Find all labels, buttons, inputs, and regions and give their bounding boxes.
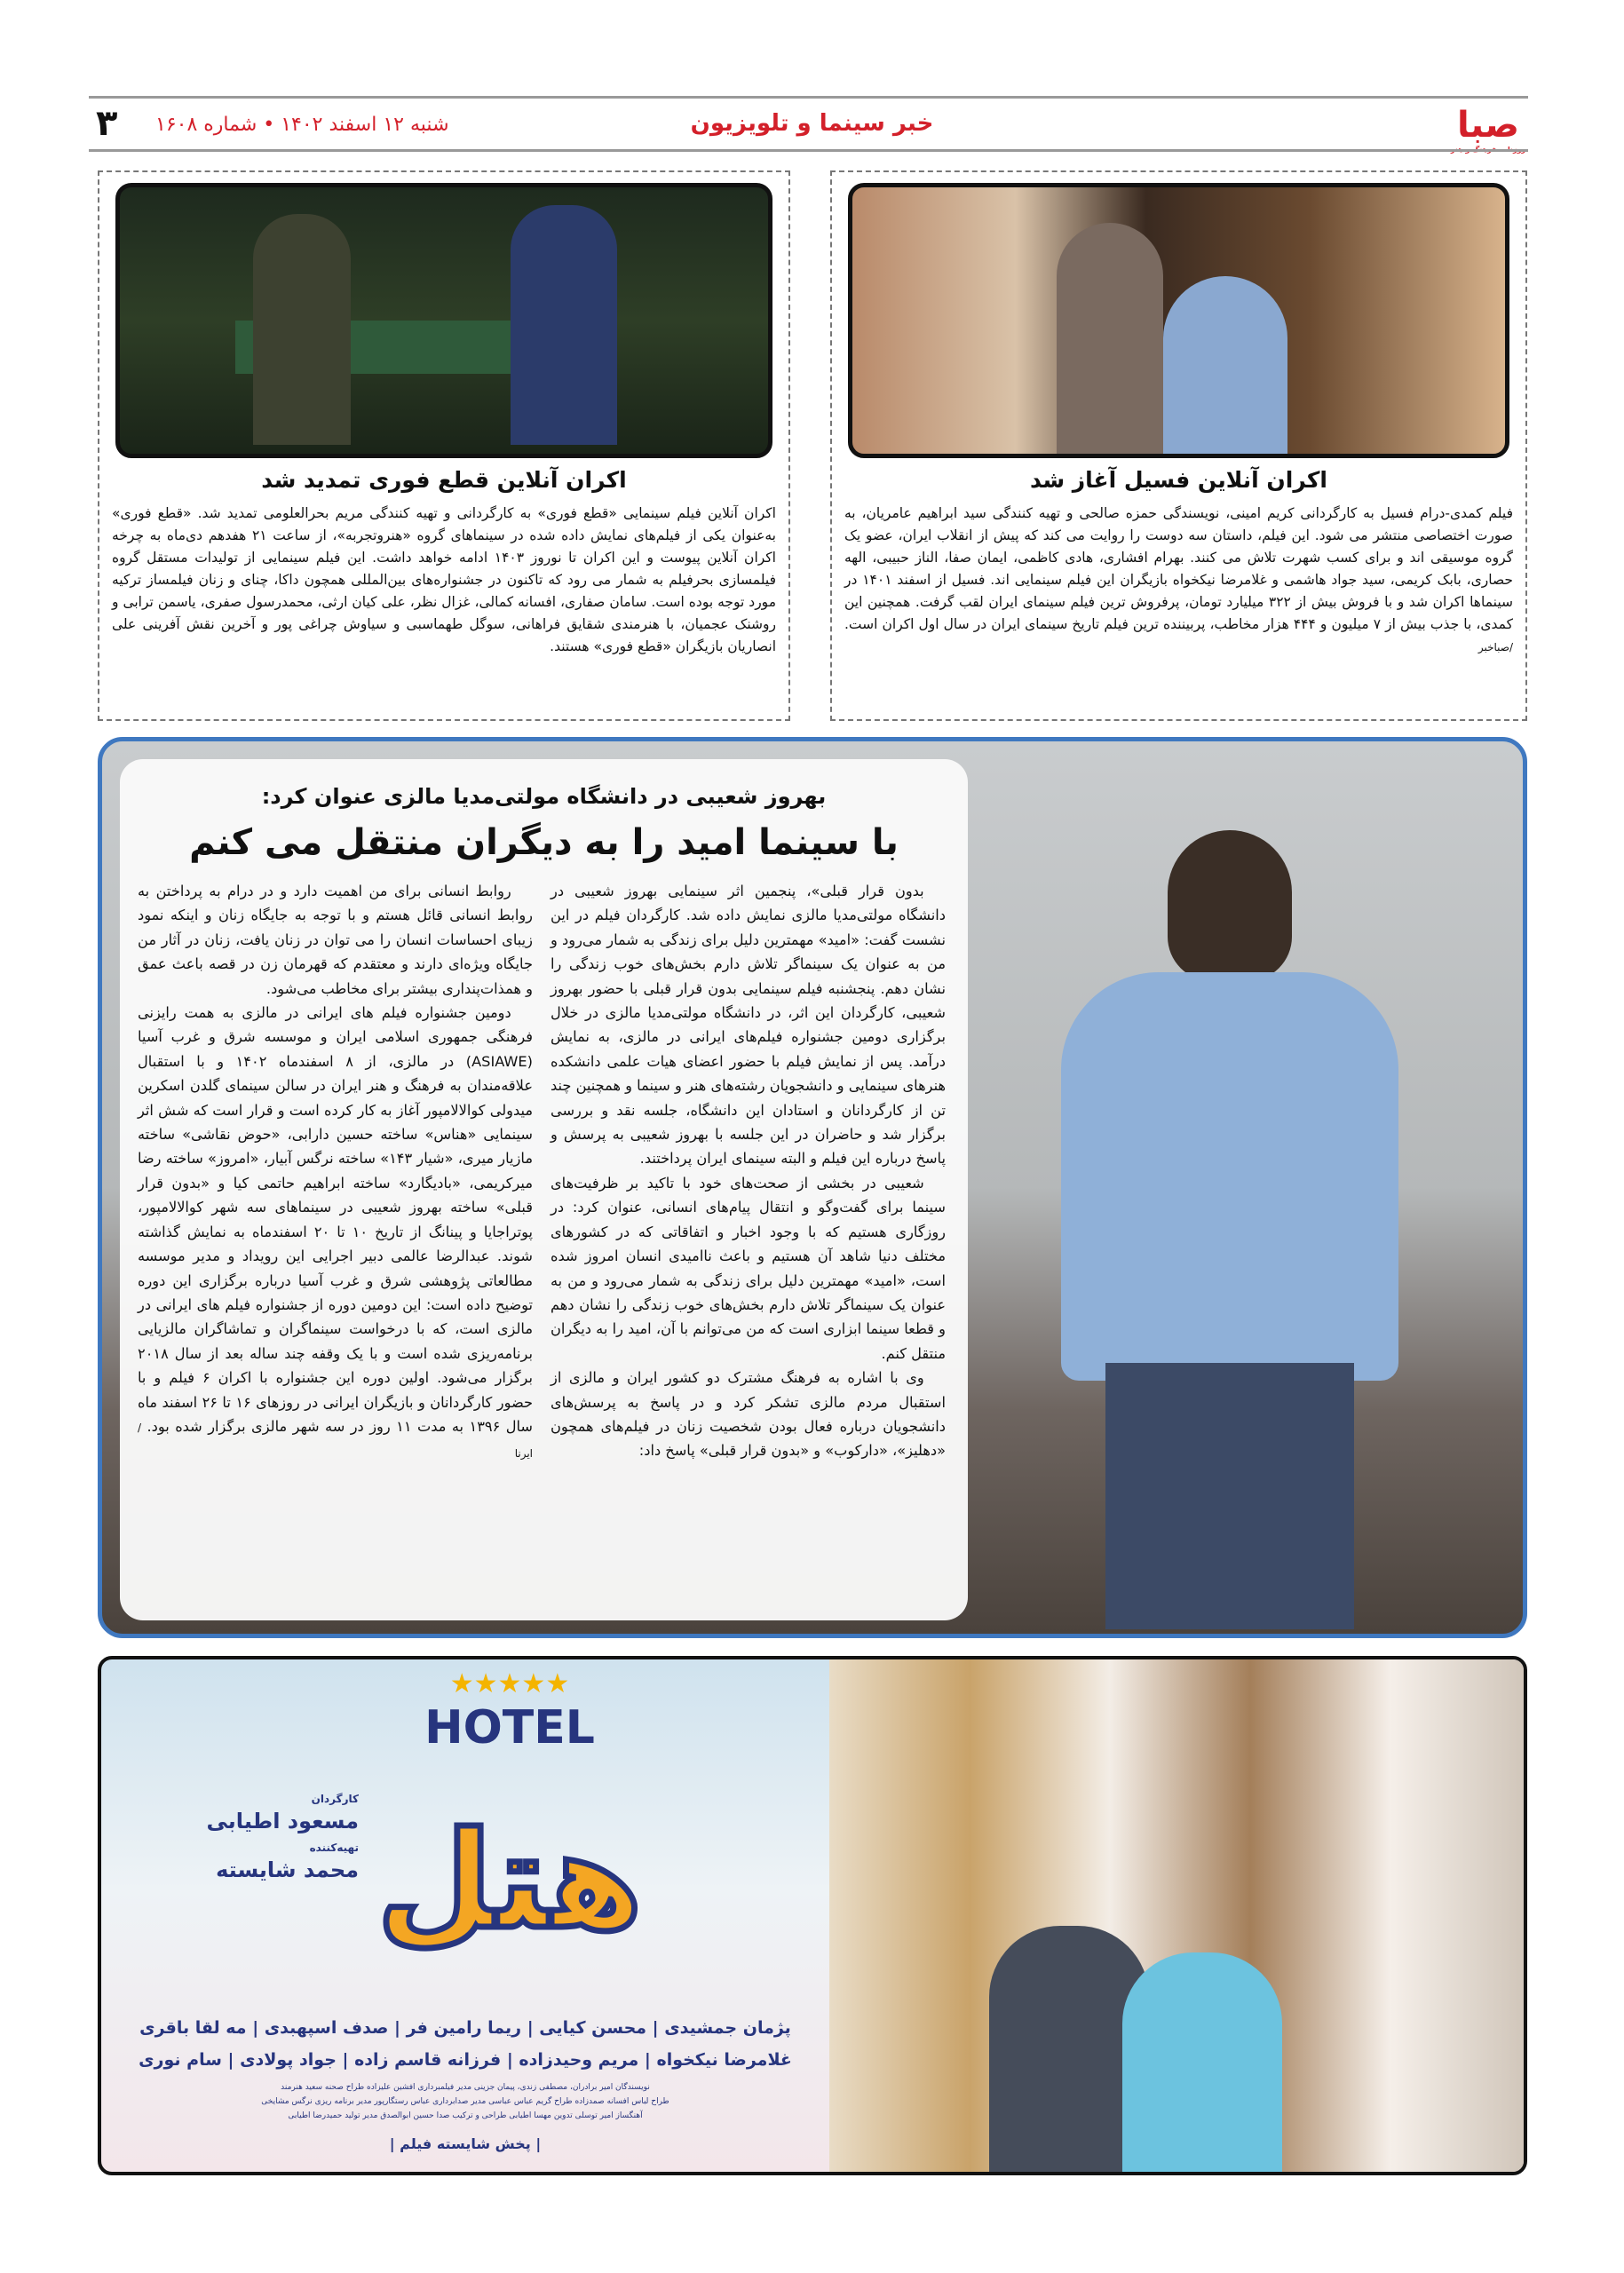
section-title: خبر سینما و تلویزیون (690, 110, 934, 137)
article-title: اکران آنلاین فسیل آغاز شد (1030, 467, 1327, 493)
article-ghate-fori (98, 170, 790, 721)
paragraph: بدون قرار قبلی»، پنجمین اثر سینمایی بهروز شعیبی در دانشگاه مولتی‌مدیا مالزی نمایش داده شد. کارگردان فیلم در این نشست گفت: «امید» مهمترین دلیل برای زندگی به شمار می‌رود و من به عنوان یک سینماگر تلاش دارم بخش‌های خوب زندگی را نشان دهم. پنجشنبه فیلم سینمایی بدون قرار قبلی با حضور بهروز شعیبی، کارگردان این اثر، در دانشگاه مولتی‌مدیا مالزی در خلال برگزاری دومین جشنواره فیلم‌های ایرانی در مالزی، به نمایش درآمد. پس از نمایش فیلم با حضور اعضای هیات علمی دانشکده هنرهای سینمایی و دانشجویان رشته‌های هنر و سینما و همچنین چند تن از کارگردانان و استادان این دانشگاه، جلسه نقد و بررسی برگزار شد و حاضران در این جلسه با بهروز شعیبی به پرسش و پاسخ درباره این فیلم و البته سینمای ایران پرداختند. (551, 883, 946, 1168)
article-text-panel (120, 759, 968, 1620)
paragraph: شعیبی در بخشی از صحت‌های خود با تاکید بر ظرفیت‌های سینما برای گفت‌وگو و انتقال پیام‌های انسانی، عنوان کرد: در روزگاری هستیم که با وجود اخبار و اتفاقاتی که در کشورهای مختلف دنیا شاهد آن هستیم و باعث ناامیدی انسان امروز شده است، «امید» مهمترین دلیل برای زندگی به شمار می‌رود و من به عنوان یک سینماگر تلاش دارم بخش‌های خوب زندگی را نشان دهم و قطعا سینما ابزاری است که من می‌توانم با آن، امید را به دیگران منتقل کنم. (551, 1174, 946, 1362)
crew-line-2: طراح لباس افسانه صمدزاده طراح گریم عباس عباسی مدیر صدابرداری عباس رستگارپور مدیر برنامه ریزی نرگس مشایخی (261, 2097, 669, 2106)
top-rule (89, 96, 1528, 99)
director-name: مسعود اطیابی (206, 1809, 359, 1833)
feature-article (98, 737, 1527, 1638)
fossil-photo (848, 183, 1509, 458)
producer-name: محمد شایسته (216, 1857, 359, 1882)
page-number: ۳ (96, 103, 118, 144)
cast-line-1: پژمان جمشیدی | محسن کیایی | ریما رامین فر | صدف اسپهبدی | مه لقا باقری (139, 2018, 791, 2038)
article-kicker: بهروز شعیبی در دانشگاه مولتی‌مدیا مالزی عنوان کرد: (261, 784, 827, 809)
cast-line-2: غلامرضا نیکخواه | مریم وحیدزاده | فرزانه قاسم زاده | جواد پولادی | سام نوری (139, 2050, 792, 2070)
article-body: فیلم کمدی-درام فسیل به کارگردانی کریم امینی، نویسندگی حمزه صالحی و تهیه کنندگی سید ابراهیم عامریان، به صورت اختصاصی منتشر می شود. این فیلم، داستان سه دوست را روایت می کند که پیش از انقلاب ایران، عضو یک گروه موسیقی اند و برای کسب شهرت تلاش می کنند. بهرام افشاری، هادی کاظمی، ایمان صفا، الناز حبیبی، الهه حصاری، بابک کریمی، سید جواد هاشمی و غلامرضا نیکخواه بازیگران این فیلم سینمایی اند. فسیل از اسفند ۱۴۰۱ در سینماها اکران شد و با فروش بیش از ۳۲۲ میلیارد تومان، پرفروش ترین فیلم سینمای ایران لقب گرفت. همچنین این کمدی، با جذب بیش از ۷ میلیون و ۴۴۴ هزار مخاطب، پربیننده ترین فیلم تاریخ سینمای ایران در سال اول اکران است. /صباخبر (844, 505, 1514, 653)
hotel-movie-ad (98, 1656, 1527, 2175)
distributor: | پخش شایسته فیلم | (389, 2135, 542, 2152)
hotel-logo: ★★★★★ HOTEL هتل (376, 1668, 643, 1959)
column-left (138, 879, 533, 1467)
article-body: اکران آنلاین فیلم سینمایی «قطع فوری» به کارگردانی و تهیه کنندگی مریم بحرالعلومی تمدید شد. «قطع فوری» به‌عنوان یکی از فیلم‌های نمایش داده شده در سینماهای گروه «هنروتجربه»، از ساعت ۲۱ هفدهم دی‌ماه به چرخه اکران آنلاین پیوست و این اکران تا نوروز ۱۴۰۳ ادامه خواهد داشت. این فیلم سینمایی از تولیدات مستقل گروه فیلمسازی بحرفیلم به شمار می رود که تاکنون در جشنواره‌های بین‌المللی همچون داکا، چنای و زنان فیلمساز ترکیه مورد توجه بوده است. سامان صفاری، افسانه کمالی، غزال نظر، علی کیان ارثی، محمدرسول صفری، یاسمن ترابی و روشنک عجمیان، با هنرمندی شقایق فراهانی، سوگل طهماسبی و سیاوش چراغی پور و آخرین نقش آفرینی علی انصاریان بازیگران «قطع فوری» هستند. (112, 505, 776, 654)
header-rule (89, 149, 1528, 152)
article-headline: با سینما امید را به دیگران منتقل می کنم (189, 822, 899, 863)
paragraph: دومین جشنواره فیلم های ایرانی در مالزی به همت رایزنی فرهنگی جمهوری اسلامی ایران و موسسه شرق و غرب آسیا (ASIAWE) در مالزی، از ۸ اسفندماه ۱۴۰۲ و با استقبال علاقه‌مندان به فرهنگ و هنر ایران در سالن سینمای گلدن اسکرین میدولی کوالالامپور آغاز به کار کرده است و قرار است که شش اثر سینمایی «هناس» ساخته حسین دارابی، «حوض نقاشی» ساخته مازیار میری، «شیار ۱۴۳» ساخته نرگس آبیار، «امروز» ساخته رضا میرکریمی، «بادیگارد» ساخته ابراهیم حاتمی کیا و «بدون قرار قبلی» ساخته بهروز شعیبی در سینماهای سه شهر کوالالامپور، پوتراجایا و پینانگ از تاریخ ۱۰ تا ۲۰ اسفندماه به نمایش گذاشته شوند. عبدالرضا عالمی دبیر اجرایی این رویداد و مدیر موسسه مطالعاتی پژوهشی شرق و غرب آسیا درباره برگزاری این دوره توضیح داده است: این دومین دوره از جشنواره فیلم های ایرانی در مالزی است، که با درخواست سینماگران و تماشاگران مالزیایی برنامه‌ریزی شده است و با یک وقفه چند ساله بعد از سال ۲۰۱۸ برگزار می‌شود. اولین دوره این جشنواره با اکران ۶ فیلم و با حضور کارگردانان و بازیگران ایرانی در روزهای ۱۶ تا ۲۶ اسفند ماه سال ۱۳۹۶ به مدت ۱۱ روز در سه شهر مالزی برگزار شده بود. /ایرنا (138, 1004, 534, 1461)
crew-line-1: نویسندگان امیر برادران، مصطفی زندی، پیمان جزینی مدیر فیلمبرداری افشین علیزاده طراح صحنه سعید هنرمند (281, 2083, 650, 2092)
behrouz-shoaibi-photo (1034, 830, 1416, 1629)
director-label: کارگردان (311, 1793, 359, 1805)
article-title: اکران آنلاین قطع فوری تمدید شد (261, 467, 627, 493)
producer-label: تهیه‌کننده (309, 1841, 359, 1854)
article-fossil (830, 170, 1527, 721)
poster-characters (829, 1659, 1527, 2174)
newspaper-logo: صبا (1457, 105, 1519, 146)
issue-date: شنبه ۱۲ اسفند ۱۴۰۲ • شماره ۱۶۰۸ (155, 114, 449, 136)
ghate-fori-photo (115, 183, 772, 458)
crew-line-3: آهنگساز امیر توسلی تدوین مهسا اطیابی طراحی و ترکیب صدا حسین ابوالصدق مدیر تولید حمیدرضا اطیابی (288, 2111, 643, 2120)
column-right (551, 879, 946, 1463)
paragraph: روابط انسانی برای من اهمیت دارد و در درام به پرداختن به روابط انسانی قائل هستم و با توجه به جایگاه زنان و اینکه نمود زیبای احساسات انسان را می توان در زنان یافت، زنان در آثار من جایگاه ویژه‌ای دارند و معتقدم که قهرمان زن در قصه باعث عمق و همذات‌پنداری بیشتر برای مخاطب می‌شود. (138, 883, 533, 997)
paragraph: وی با اشاره به فرهنگ مشترک دو کشور ایران و مالزی از استقبال مردم مالزی تشکر کرد و در پاسخ به پرسش‌های دانشجویان درباره فعال بودن شخصیت زنان در فیلم‌های همچون «دهلیز»، «دارکوب» و «بدون قرار قبلی» پاسخ داد: (551, 1369, 946, 1460)
